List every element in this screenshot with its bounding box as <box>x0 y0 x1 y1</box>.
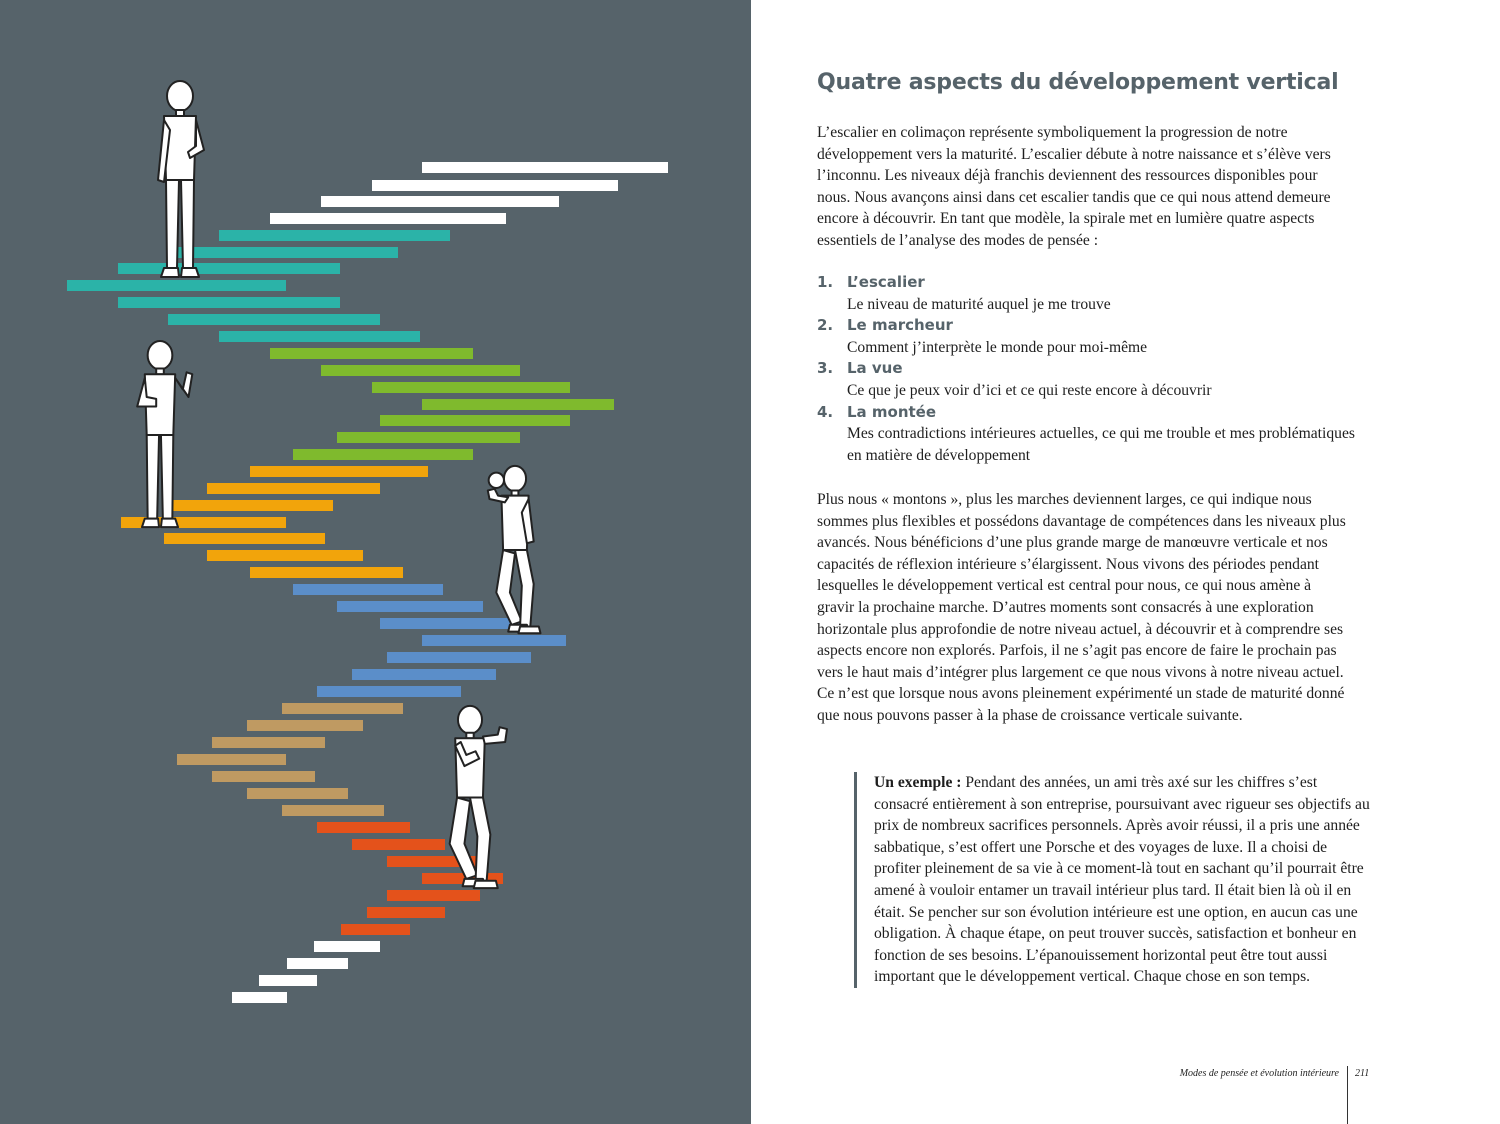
stair-step <box>337 601 483 612</box>
stair-step <box>337 432 520 443</box>
stair-step <box>118 263 340 274</box>
example-block <box>854 772 1374 988</box>
stair-step <box>372 180 618 191</box>
footer-divider <box>1347 1066 1348 1124</box>
stair-step <box>164 533 325 544</box>
page-title: Quatre aspects du développement vertical <box>817 70 1339 95</box>
stair-step <box>67 280 286 291</box>
page-number: 211 <box>1355 1068 1370 1079</box>
stair-step <box>380 415 570 426</box>
stair-step <box>321 365 520 376</box>
stair-step <box>387 652 531 663</box>
aspect-title: Le marcheur <box>847 316 953 335</box>
stair-step <box>250 466 428 477</box>
magnifier-man-figure <box>488 466 541 633</box>
aspect-heading <box>817 316 953 334</box>
stair-step <box>250 567 403 578</box>
stair-step <box>380 618 523 629</box>
aspect-heading <box>817 273 925 291</box>
stair-step <box>282 805 384 816</box>
stair-step <box>352 839 445 850</box>
stair-step <box>207 550 363 561</box>
example-label: Un exemple : <box>874 774 962 791</box>
aspect-item <box>817 315 1357 358</box>
aspect-title: L’escalier <box>847 273 925 291</box>
stair-step <box>372 382 570 393</box>
thinking-man-figure <box>137 341 192 527</box>
aspects-list <box>817 272 1357 466</box>
stair-step <box>270 348 473 359</box>
stair-step <box>293 449 473 460</box>
stair-step <box>212 737 325 748</box>
stair-step <box>287 958 348 969</box>
stair-step <box>164 500 333 511</box>
climbing-man-figure <box>450 706 507 888</box>
stair-step <box>341 924 410 935</box>
staircase-steps <box>67 162 668 1003</box>
aspect-description: Ce que je peux voir d’ici et ce qui reste encore à découvrir <box>847 381 1212 399</box>
aspect-description: Mes contradictions intérieures actuelles, ce qui me trouble et mes problématiques en matière de développement <box>847 425 1355 464</box>
aspect-heading <box>817 359 903 377</box>
stair-step <box>259 975 317 986</box>
stair-step <box>212 771 315 782</box>
aspect-item <box>817 358 1357 401</box>
stair-step <box>314 941 380 952</box>
stair-step <box>293 584 443 595</box>
aspect-item <box>817 272 1357 315</box>
stair-step <box>177 754 286 765</box>
stair-step <box>282 703 403 714</box>
aspect-number: 4. <box>817 402 834 421</box>
stair-step <box>168 314 380 325</box>
stair-step <box>422 635 566 646</box>
aspect-title: La vue <box>847 359 903 378</box>
stair-step <box>422 162 668 173</box>
stair-step <box>247 788 348 799</box>
aspect-number: 1. <box>817 273 834 291</box>
stair-step <box>270 213 506 224</box>
example-text: Pendant des années, un ami très axé sur les chiffres s’est consacré entièrement à son entreprise, poursuivant avec rigueur ses objectifs au prix de nombreux sacrifices personnels. Après avoir réussi, il a pris une année sabbatique, s’est offert une Porsche et des voyages de luxe. Il a choisi de profiter pleinement de sa vie à ce moment-là tout en sachant qu’il pourrait être amené à vouloir entamer un travail intérieur plus tard. Il était bien là où il en était. Se pencher sur son évolution intérieure est une option, en aucun cas une obligation. À chaque étape, on peut trouver succès, satisfaction et bonheur en fonction de ses besoins. L’épanouissement horizontal peut être tout aussi important que le développement vertical. Chaque chose en son temps. <box>874 774 1370 986</box>
stair-step <box>232 992 287 1003</box>
aspect-item <box>817 402 1357 467</box>
stair-step <box>387 890 480 901</box>
intro-paragraph: L’escalier en colimaçon représente symboliquement la progression de notre développement vers la maturité. L’escalier débute à notre naissance et s’élève vers l’inconnu. Les niveaux déjà franchis deviennent des ressources disponibles pour nous. Nous avançons ainsi dans cet escalier tandis que ce qui nous attend demeure encore à découvrir. En tant que modèle, la spirale met en lumière quatre aspects essentiels de l’analyse des modes de pensée : <box>817 124 1331 249</box>
stair-step <box>317 822 410 833</box>
text-page <box>751 0 1500 1124</box>
aspect-description: Le niveau de maturité auquel je me trouve <box>847 295 1111 313</box>
stair-step <box>168 247 398 258</box>
aspect-title: La montée <box>847 402 937 421</box>
aspect-number: 2. <box>817 316 834 335</box>
stair-step <box>247 720 363 731</box>
stair-step <box>352 669 496 680</box>
aspect-heading <box>817 403 936 421</box>
stair-step <box>321 196 559 207</box>
body-paragraph: Plus nous « montons », plus les marches deviennent larges, ce qui indique nous sommes plus flexibles et possédons davantage de compétences dans les niveaux plus avancés. Nous bénéficions d’une plus grande marge de manœuvre verticale et nos capacités de réflexion intérieure s’élargissent. Nous vivons des périodes pendant lesquelles le développement vertical est central pour nous, ce qui nous amène à gravir la prochaine marche. D’autres moments sont consacrés à une exploration horizontale plus approfondie de notre niveau actuel, à découvrir et à comprendre ses aspects encore non explorés. Parfois, il ne s’agit pas encore de faire le prochain pas vers le haut mais d’intégrer plus largement ce que nous vivons à notre niveau actuel. Ce n’est que lorsque nous avons pleinement expérimenté un stade de maturité donné que nous pouvons passer à la phase de croissance verticale suivante. <box>817 491 1346 724</box>
running-footer: Modes de pensée et évolution intérieure <box>1179 1068 1339 1079</box>
stair-step <box>367 907 445 918</box>
stair-step <box>422 399 614 410</box>
stair-step <box>219 230 450 241</box>
aspect-description: Comment j’interprète le monde pour moi-même <box>847 338 1148 356</box>
stair-step <box>219 331 420 342</box>
stair-step <box>317 686 461 697</box>
aspect-number: 3. <box>817 359 834 378</box>
stair-step <box>118 297 340 308</box>
stair-step <box>207 483 380 494</box>
